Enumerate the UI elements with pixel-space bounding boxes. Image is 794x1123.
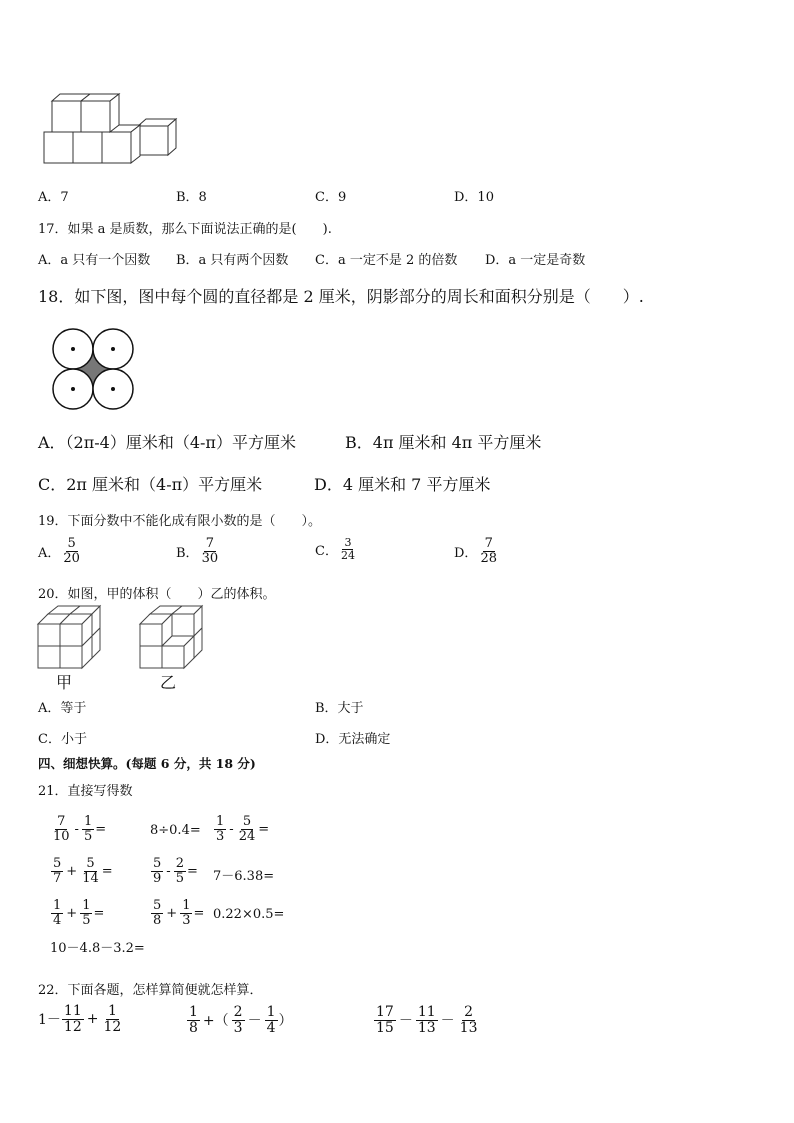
numerator: 5	[153, 856, 162, 871]
operator: +	[66, 905, 78, 921]
numerator: 3	[344, 536, 352, 549]
denominator: 12	[63, 1018, 82, 1035]
operator: +	[66, 863, 78, 879]
cube-jia-figure	[36, 604, 104, 672]
numerator: 7	[205, 536, 214, 551]
denominator: 3	[233, 1019, 243, 1036]
q22-problem-2	[186, 1004, 293, 1035]
fraction	[82, 815, 94, 843]
fraction	[374, 1005, 396, 1035]
q17-stem: 17．如果 a 是质数，那么下面说法正确的是( ).	[38, 222, 332, 237]
denominator: 5	[83, 828, 93, 844]
four-circles-figure	[50, 328, 136, 410]
denominator: 3	[182, 912, 191, 928]
lead-term: 1－	[38, 1012, 61, 1029]
q19-stem: 19．下面分数中不能化成有限小数的是（ ）。	[38, 514, 322, 529]
option-letter: C．	[315, 543, 338, 559]
fraction	[200, 537, 221, 565]
denominator: 20	[63, 550, 80, 566]
q19-option-d[interactable]	[454, 537, 500, 565]
numerator: 1	[53, 898, 62, 913]
q17-option-a[interactable]: A．a 只有一个因数	[38, 253, 151, 268]
denominator: 8	[153, 912, 162, 928]
equals: =	[95, 821, 107, 837]
q21-expr-7	[50, 898, 104, 927]
denominator: 14	[82, 870, 99, 886]
q20-option-d[interactable]: D．无法确定	[315, 732, 391, 747]
denominator: 5	[175, 870, 184, 886]
numerator: 11	[63, 1003, 82, 1019]
operator: －	[440, 1013, 455, 1030]
denominator: 24	[340, 548, 355, 562]
q20-stem: 20．如图，甲的体积（ ）乙的体积。	[38, 587, 276, 602]
q22-problem-3	[373, 1004, 480, 1035]
label-yi: 乙	[160, 673, 177, 692]
fraction	[80, 899, 92, 927]
numerator: 5	[86, 856, 95, 871]
numerator: 11	[417, 1004, 436, 1020]
q21-expr-10: 10－4.8－3.2=	[50, 941, 145, 956]
fraction	[237, 815, 258, 843]
fraction	[478, 537, 499, 565]
q21-expr-6: 7－6.38=	[213, 869, 275, 884]
q18-option-c[interactable]: C．2π 厘米和（4-π）平方厘米	[38, 475, 263, 494]
numerator: 2	[464, 1004, 474, 1020]
equals: =	[193, 905, 205, 921]
q17-option-d[interactable]: D．a 一定是奇数	[485, 253, 586, 268]
operator: +	[166, 905, 178, 921]
numerator: 2	[175, 856, 184, 871]
q18-option-a[interactable]: A．（2π-4）厘米和（4-π）平方厘米	[38, 433, 296, 452]
q18-option-b[interactable]: B．4π 厘米和 4π 平方厘米	[345, 433, 542, 452]
numerator: 1	[182, 898, 191, 913]
fraction	[51, 815, 72, 843]
operator: －	[398, 1013, 413, 1030]
numerator: 1	[83, 814, 93, 829]
cube-yi-figure	[138, 604, 206, 672]
numerator: 1	[266, 1004, 276, 1020]
q17-option-b[interactable]: B．a 只有两个因数	[176, 253, 289, 268]
q17-option-c[interactable]: C．a 一定不是 2 的倍数	[315, 253, 458, 268]
q21-expr-8	[150, 898, 204, 927]
denominator: 10	[53, 828, 70, 844]
fraction	[151, 857, 163, 885]
numerator: 1	[82, 898, 91, 913]
denominator: 15	[376, 1019, 394, 1036]
operator: -	[74, 821, 79, 837]
q20-option-c[interactable]: C．小于	[38, 732, 87, 747]
fraction	[61, 537, 82, 565]
numerator: 5	[53, 856, 62, 871]
numerator: 17	[376, 1004, 394, 1020]
numerator: 5	[153, 898, 162, 913]
numerator: 5	[67, 536, 76, 551]
q16-option-c[interactable]: C．9	[315, 190, 347, 205]
numerator: 5	[242, 814, 252, 829]
fraction	[214, 815, 226, 843]
q21-expr-4	[50, 856, 113, 885]
numerator: 7	[484, 536, 493, 551]
q16-option-b[interactable]: B．8	[176, 190, 207, 205]
fraction	[62, 1004, 84, 1034]
equals: =	[258, 821, 270, 837]
equals: =	[101, 863, 113, 879]
q21-stem: 21．直接写得数	[38, 784, 133, 799]
denominator: 13	[459, 1019, 478, 1036]
q18-stem: 18．如下图，图中每个圆的直径都是 2 厘米，阴影部分的周长和面积分别是（ ）.	[38, 287, 644, 306]
fraction	[458, 1005, 480, 1035]
q22-stem: 22．下面各题，怎样算简便就怎样算．	[38, 983, 263, 998]
numerator: 2	[233, 1004, 243, 1020]
operator: -	[166, 863, 171, 879]
denominator: 30	[201, 550, 219, 566]
denominator: 4	[266, 1019, 276, 1036]
cube-stack-figure	[40, 90, 185, 168]
q16-option-d[interactable]: D．10	[454, 190, 494, 205]
q21-expr-9: 0.22×0.5=	[213, 907, 285, 922]
numerator: 1	[189, 1004, 198, 1020]
fraction	[180, 899, 192, 927]
denominator: 12	[103, 1018, 122, 1035]
closing-paren: ）	[278, 1013, 293, 1030]
fraction	[187, 1005, 200, 1035]
operator: +（	[202, 1013, 229, 1030]
q19-option-b[interactable]	[176, 537, 221, 565]
fraction	[232, 1005, 245, 1035]
q20-option-a[interactable]: A．等于	[38, 701, 87, 716]
fraction	[101, 1004, 123, 1034]
numerator: 1	[216, 814, 225, 829]
denominator: 5	[82, 912, 91, 928]
option-letter: B．	[176, 545, 199, 561]
q21-expr-5	[150, 856, 198, 885]
numerator: 1	[107, 1003, 117, 1019]
operator: +	[86, 1011, 99, 1028]
fraction	[51, 857, 63, 885]
q21-expr-1	[50, 814, 106, 843]
q21-expr-2: 8÷0.4=	[150, 823, 201, 838]
numerator: 7	[57, 814, 66, 829]
q21-expr-3	[213, 814, 269, 843]
fraction	[416, 1005, 438, 1035]
operator: －	[247, 1013, 262, 1030]
q22-problem-1	[38, 1004, 124, 1034]
denominator: 24	[238, 828, 256, 844]
denominator: 7	[53, 870, 62, 886]
q18-option-d[interactable]: D．4 厘米和 7 平方厘米	[314, 475, 491, 494]
denominator: 13	[417, 1019, 436, 1036]
q20-option-b[interactable]: B．大于	[315, 701, 364, 716]
section-title: 四、细想快算。(每题 6 分，共 18 分)	[38, 756, 256, 771]
fraction	[151, 899, 163, 927]
denominator: 9	[153, 870, 162, 886]
fraction	[51, 899, 63, 927]
q16-option-a[interactable]: A．7	[38, 190, 69, 205]
operator: -	[229, 821, 234, 837]
denominator: 3	[216, 828, 225, 844]
denominator: 4	[53, 912, 62, 928]
option-letter: A．	[38, 545, 61, 561]
label-jia: 甲	[56, 673, 73, 692]
fraction	[339, 537, 357, 561]
fraction	[174, 857, 186, 885]
equals: =	[93, 905, 105, 921]
option-letter: D．	[454, 545, 478, 561]
q19-option-c[interactable]	[315, 537, 358, 561]
denominator: 28	[480, 550, 497, 566]
equals: =	[186, 863, 198, 879]
denominator: 8	[189, 1019, 198, 1036]
fraction	[80, 857, 101, 885]
q19-option-a[interactable]	[38, 537, 83, 565]
fraction	[265, 1005, 278, 1035]
